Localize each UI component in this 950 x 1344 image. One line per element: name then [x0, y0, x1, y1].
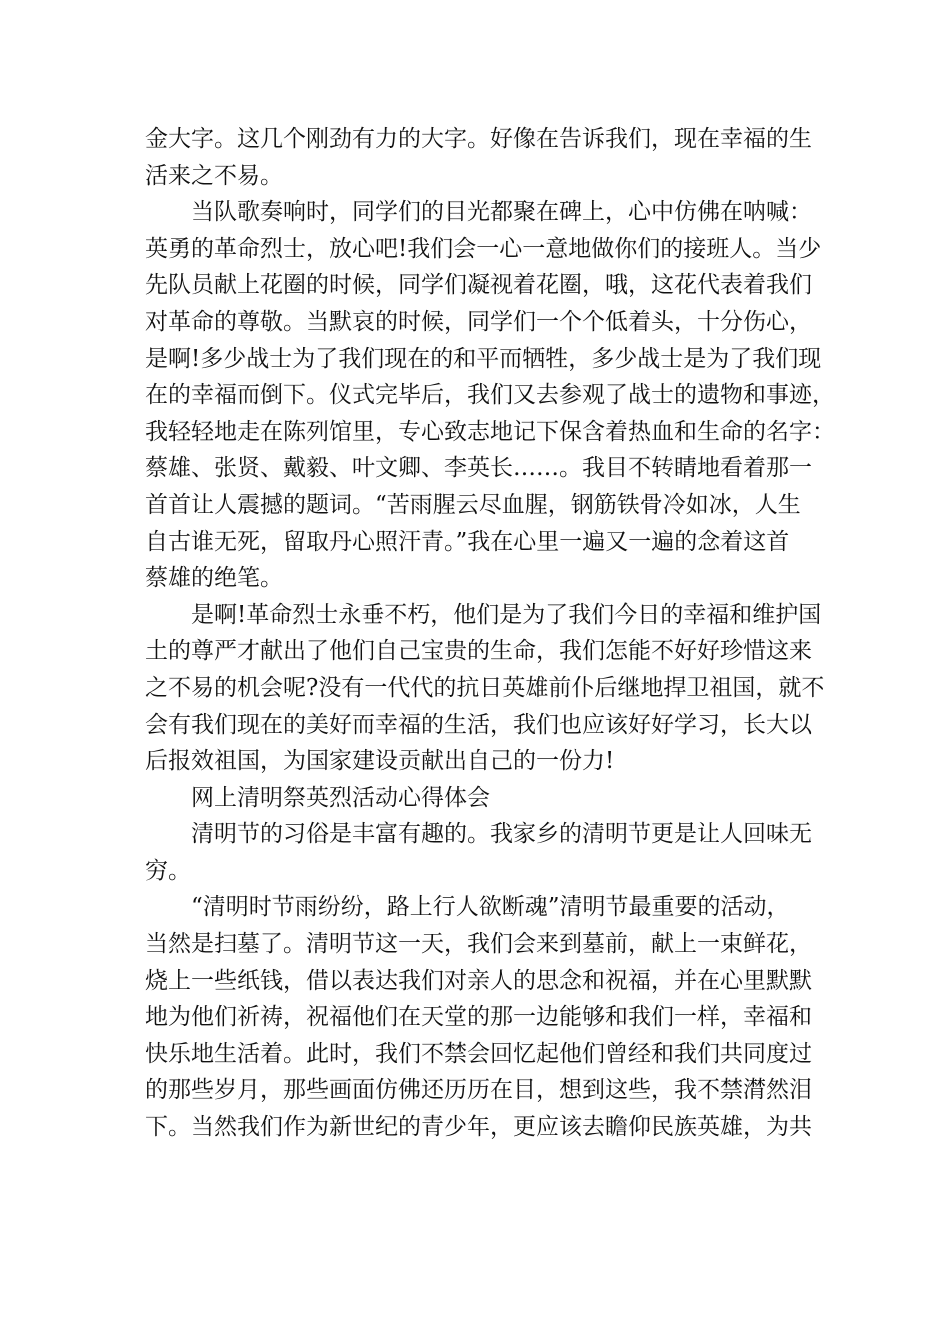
text-line: 烧上一些纸钱，借以表达我们对亲人的思念和祝福，并在心里默默 [145, 967, 812, 994]
text-line: 对革命的尊敬。当默哀的时候，同学们一个个低着头，十分伤心， [145, 308, 812, 335]
text-line: 我轻轻地走在陈列馆里，专心致志地记下保含着热血和生命的名字： [145, 418, 835, 445]
paragraph-start-line: 是啊!革命烈士永垂不朽，他们是为了我们今日的幸福和维护国 [191, 601, 822, 628]
text-line: 的那些岁月，那些画面仿佛还历历在目，想到这些，我不禁潸然泪 [145, 1077, 812, 1104]
text-line: 活来之不易。 [145, 162, 283, 189]
text-line: 首首让人震撼的题词。“苦雨腥云尽血腥，钢筋铁骨冷如冰，人生 [145, 491, 801, 518]
text-line: 土的尊严才献出了他们自己宝贵的生命，我们怎能不好好珍惜这来 [145, 638, 812, 665]
paragraph-start-line: “清明时节雨纷纷，路上行人欲断魂”清明节最重要的活动， [191, 894, 790, 921]
document-body [145, 121, 835, 1146]
text-line: 后报效祖国，为国家建设贡献出自己的一份力! [145, 748, 615, 775]
text-line: 地为他们祈祷，祝福他们在天堂的那一边能够和我们一样，幸福和 [145, 1004, 812, 1031]
text-line: 英勇的革命烈士，放心吧!我们会一心一意地做你们的接班人。当少 [145, 235, 822, 262]
text-line: 穷。 [145, 857, 191, 884]
section-title: 网上清明祭英烈活动心得体会 [191, 784, 490, 811]
text-line: 之不易的机会呢?没有一代代的抗日英雄前仆后继地捍卫祖国，就不 [145, 674, 825, 701]
text-line: 金大字。这几个刚劲有力的大字。好像在告诉我们，现在幸福的生 [145, 126, 812, 152]
text-line: 自古谁无死，留取丹心照汗青。”我在心里一遍又一遍的念着这首 [145, 528, 790, 555]
text-line: 当然是扫墓了。清明节这一天，我们会来到墓前，献上一束鲜花， [145, 931, 812, 958]
paragraph-start-line: 清明节的习俗是丰富有趣的。我家乡的清明节更是让人回味无 [191, 821, 812, 848]
text-line: 先队员献上花圈的时候，同学们凝视着花圈，哦，这花代表着我们 [145, 272, 812, 299]
text-line: 下。当然我们作为新世纪的青少年，更应该去瞻仰民族英雄，为共 [145, 1114, 812, 1141]
text-line: 蔡雄的绝笔。 [145, 565, 283, 592]
paragraph-start-line: 当队歌奏响时，同学们的目光都聚在碑上，心中仿佛在呐喊： [191, 199, 812, 226]
text-line: 蔡雄、张贤、戴毅、叶文卿、李英长……。我目不转睛地看着那一 [145, 455, 812, 482]
text-line: 会有我们现在的美好而幸福的生活，我们也应该好好学习，长大以 [145, 711, 812, 738]
text-line: 在的幸福而倒下。仪式完毕后，我们又去参观了战士的遗物和事迹， [145, 382, 835, 409]
text-line: 是啊!多少战士为了我们现在的和平而牺牲，多少战士是为了我们现 [145, 345, 822, 372]
text-line: 快乐地生活着。此时，我们不禁会回忆起他们曾经和我们共同度过 [145, 1040, 812, 1067]
